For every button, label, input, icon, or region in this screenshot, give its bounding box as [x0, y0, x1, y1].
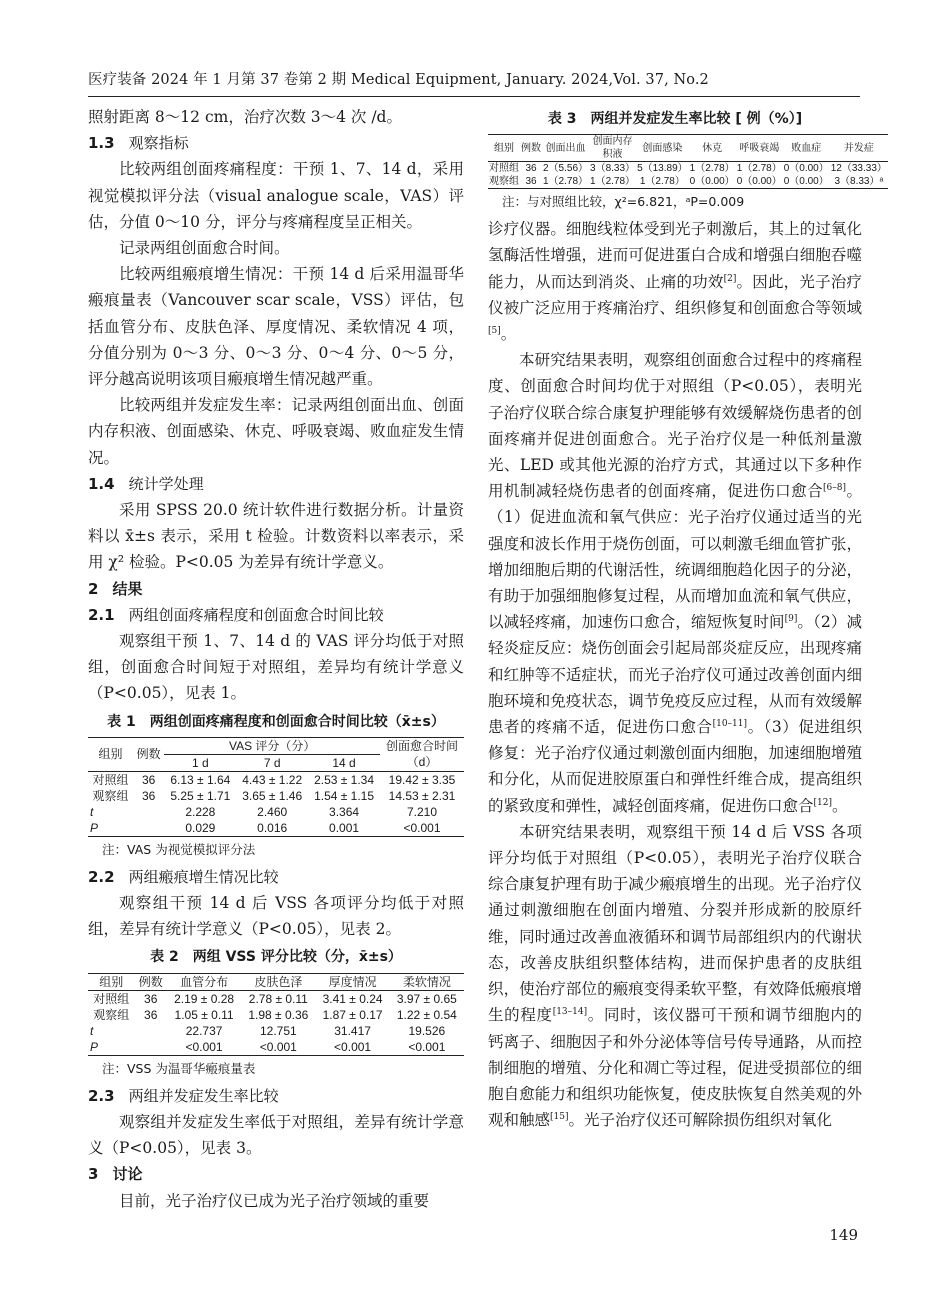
citation: [9] — [784, 614, 798, 625]
table-row: 对照组 36 2.19 ± 0.28 2.78 ± 0.11 3.41 ± 0.24 3.97 ± 0.65 — [93, 991, 457, 1006]
table-header: 创面感染 — [642, 142, 683, 154]
table-header: 例数 — [521, 142, 541, 154]
paragraph: 本研究结果表明，观察组干预 14 d 后 VSS 各项评分均低于对照组（P<0.05），表明光子治疗仪联合综合康复护理有助于减少瘢痕增生的出现。光子治疗仪通过刺激细胞在创面内增殖、分裂并形成新的胶原纤维，同时通过改善血液循环和调节局部组织内的代谢状态，改善皮肤组织整体结构，进而保护患者的皮肤组织，使治疗部位的瘢痕变得柔软平整，有效降低瘢痕增生的程度[13–14]。同时，该仪器可干预和调节细胞内的钙离子、细胞因子和外分泌体等信号传导通路，从而控制细胞的增殖、分化和凋亡等过程，促进受损部位的细胞自愈能力和组织功能恢复，使皮肤恢复自然美观的外观和触感[15]。光子治疗仪还可解除损伤组织对氧化 — [488, 822, 862, 1130]
citation: [5] — [488, 325, 501, 336]
table-header: 皮肤色泽 — [254, 974, 303, 989]
paragraph: 诊疗仪器。细胞线粒体受到光子刺激后，其上的过氧化氢酶活性增强，进而可促进蛋白合成和增强白细胞吞噬能力，从而达到消炎、止痛的功效[2]。因此，光子治疗仪被广泛应用于疼痛治疗、组织修复和创面愈合等领域[5]。 — [488, 220, 862, 344]
paragraph: 本研究结果表明，观察组创面愈合过程中的疼痛程度、创面愈合时间均优于对照组（P<0.05），表明光子治疗仪联合综合康复护理能够有效缓解烧伤患者的创面疼痛并促进创面愈合。光子治疗仪是一种低剂量激光、LED 或其他光源的治疗方式，其通过以下多种作用机制减轻烧伤患者的创面疼痛，促进伤口愈合[6–8]。（1）促进血流和氧气供应：光子治疗仪通过适当的光强度和波长作用于烧伤创面，可以刺激毛细血管扩张，增加细胞后期的代谢活性，统调细胞趋化因子的分泌，有助于加强细胞修复过程，从而增加血流和氧气供应，以减轻疼痛，加速伤口愈合，缩短恢复时间[9]。（2）减轻炎症反应：烧伤创面会引起局部炎症反应，出现疼痛和红肿等不适症状，而光子治疗仪可通过改善创面内细胞环境和免疫状态，调节免疫反应过程，从而有效缓解患者的疼痛不适，促进伤口愈合[10–11]。（3）促进组织修复：光子治疗仪通过刺激创面内细胞，加速细胞增殖和分化，从而促进胶原蛋白和弹性纤维合成，提高组织的紧致度和弹性，减轻创面疼痛，促进伤口愈合[12]。 — [488, 351, 862, 815]
citation: [2] — [723, 273, 737, 284]
table1-caption: 表 1 两组创面疼痛程度和创面愈合时间比较（x̄±s） — [107, 713, 445, 730]
table-header: 厚度情况 — [328, 974, 377, 989]
header-rule — [88, 96, 860, 97]
table-row: t 2.228 2.460 3.364 7.210 — [90, 804, 438, 819]
section-2-3-heading: 2.3 两组并发症发生率比较 — [88, 1086, 279, 1105]
table-header: 创面愈合时间（d） — [385, 739, 458, 770]
table-row: 观察组 36 1（2.78） 1（2.78） 1（2.78） 0（0.00） 0（0.00） 0（0.00） 3（8.33）ᵃ — [488, 175, 888, 189]
table-header: 1 d — [191, 755, 209, 770]
section-2-2-heading: 2.2 两组瘢痕增生情况比较 — [88, 867, 279, 886]
citation: [10–11] — [712, 718, 748, 729]
table-row: 观察组 36 5.25 ± 1.71 3.65 ± 1.46 1.54 ± 1.15 14.53 ± 2.31 — [92, 788, 456, 803]
table-row: 对照组 36 2（5.56） 3（8.33） 5（13.89） 1（2.78） 1（2.78） 0（0.00） 12（33.33） — [489, 163, 887, 175]
citation: [15] — [550, 1111, 569, 1122]
table-header: 14 d — [332, 755, 356, 770]
left-column — [88, 104, 464, 1214]
table-header: 7 d — [263, 755, 281, 770]
table-header: 组别 — [99, 974, 124, 989]
table2 — [88, 973, 464, 1056]
page-number: 149 — [829, 1226, 858, 1244]
citation: [13–14] — [552, 1007, 588, 1018]
table-header: 败血症 — [791, 142, 822, 154]
citation: [12] — [813, 797, 832, 808]
table-row: 观察组 36 1.05 ± 0.11 1.98 ± 0.36 1.87 ± 0.17 1.22 ± 0.54 — [93, 1007, 457, 1022]
table-header: 血管分布 — [180, 974, 229, 989]
table-header: 创面出血 — [545, 142, 586, 154]
table-row: P 0.029 0.016 0.001 <0.001 — [88, 820, 464, 837]
table-header: 组别 — [494, 142, 514, 154]
table-header: 休克 — [702, 142, 723, 154]
table-header: 组别 — [98, 747, 123, 762]
table-header: 呼吸衰竭 — [739, 142, 780, 154]
paragraph: 比较两组创面疼痛程度：干预 1、7、14 d，采用视觉模拟评分法（visual analogue scale，VAS）评估，分值 0～10 分，评分与疼痛程度呈正相关。 — [88, 160, 464, 231]
table2-note: 注：VSS 为温哥华瘢痕量表 — [102, 1060, 256, 1076]
table3-note: 注：与对照组比较，χ²=6.821，ᵃP=0.009 — [502, 194, 745, 210]
section-1-3-heading: 1.3 观察指标 — [88, 134, 189, 153]
section-1-4-heading: 1.4 统计学处理 — [88, 474, 204, 493]
table1 — [88, 737, 464, 837]
table3-caption: 表 3 两组并发症发生率比较 [ 例（%）] — [547, 111, 803, 127]
table-header: 创面内存积液 — [592, 136, 633, 161]
table-header: 柔软情况 — [402, 974, 451, 989]
citation: [6–8] — [823, 483, 847, 494]
paragraph: 采用 SPSS 20.0 统计软件进行数据分析。计量资料以 x̄±s 表示，采用 t 检验。计数资料以率表示，采用 χ² 检验。P<0.05 为差异有统计学意义。 — [88, 501, 464, 572]
table-row: 对照组 36 6.13 ± 1.64 4.43 ± 1.22 2.53 ± 1.34 19.42 ± 3.35 — [92, 772, 456, 787]
paragraph: 目前，光子治疗仪已成为光子治疗领域的重要 — [119, 1191, 430, 1210]
paragraph: 比较两组瘢痕增生情况：干预 14 d 后采用温哥华瘢痕量表（Vancouver scar scale，VSS）评估，包括血管分布、皮肤色泽、厚度情况、柔软情况 4 项，分值分别为 0～3 分、0～3 分、0～4 分、0～5 分，评分越高说明该项目瘢痕增生情况越严重。 — [88, 265, 464, 389]
table-header: 并发症 — [843, 142, 874, 154]
table3 — [488, 134, 888, 189]
paragraph: 观察组干预 1、7、14 d 的 VAS 评分均低于对照组，创面愈合时间短于对照组，差异均有统计学意义（P<0.05），见表 1。 — [88, 632, 464, 703]
right-column — [488, 104, 887, 1133]
table1-note: 注：VAS 为视觉模拟评分法 — [102, 841, 256, 857]
paragraph: 观察组并发症发生率低于对照组，差异有统计学意义（P<0.05），见表 3。 — [88, 1112, 464, 1158]
table-header: 例数 — [138, 974, 163, 989]
paragraph: 观察组干预 14 d 后 VSS 各项评分均低于对照组，差异有统计学意义（P<0.05），见表 2。 — [88, 894, 464, 939]
table2-caption: 表 2 两组 VSS 评分比较（分，x̄±s） — [150, 949, 402, 966]
running-header: 医疗装备 2024 年 1 月第 37 卷第 2 期 Medical Equipment, January. 2024,Vol. 37, No.2 — [88, 72, 709, 88]
section-2-heading: 2 结果 — [88, 579, 143, 598]
paragraph: 记录两组创面愈合时间。 — [119, 239, 290, 258]
table-row: P <0.001 <0.001 <0.001 <0.001 — [88, 1039, 464, 1056]
table-row: t 22.737 12.751 31.417 19.526 — [90, 1023, 446, 1038]
table-header: 例数 — [136, 747, 161, 762]
section-3-heading: 3 讨论 — [88, 1165, 143, 1184]
section-2-1-heading: 2.1 两组创面疼痛程度和创面愈合时间比较 — [88, 605, 384, 624]
paragraph: 比较两组并发症发生率：记录两组创面出血、创面内存积液、创面感染、休克、呼吸衰竭、败血症发生情况。 — [88, 396, 464, 467]
table-header: VAS 评分（分） — [164, 737, 380, 754]
paragraph: 照射距离 8～12 cm，治疗次数 3～4 次 /d。 — [88, 108, 402, 126]
